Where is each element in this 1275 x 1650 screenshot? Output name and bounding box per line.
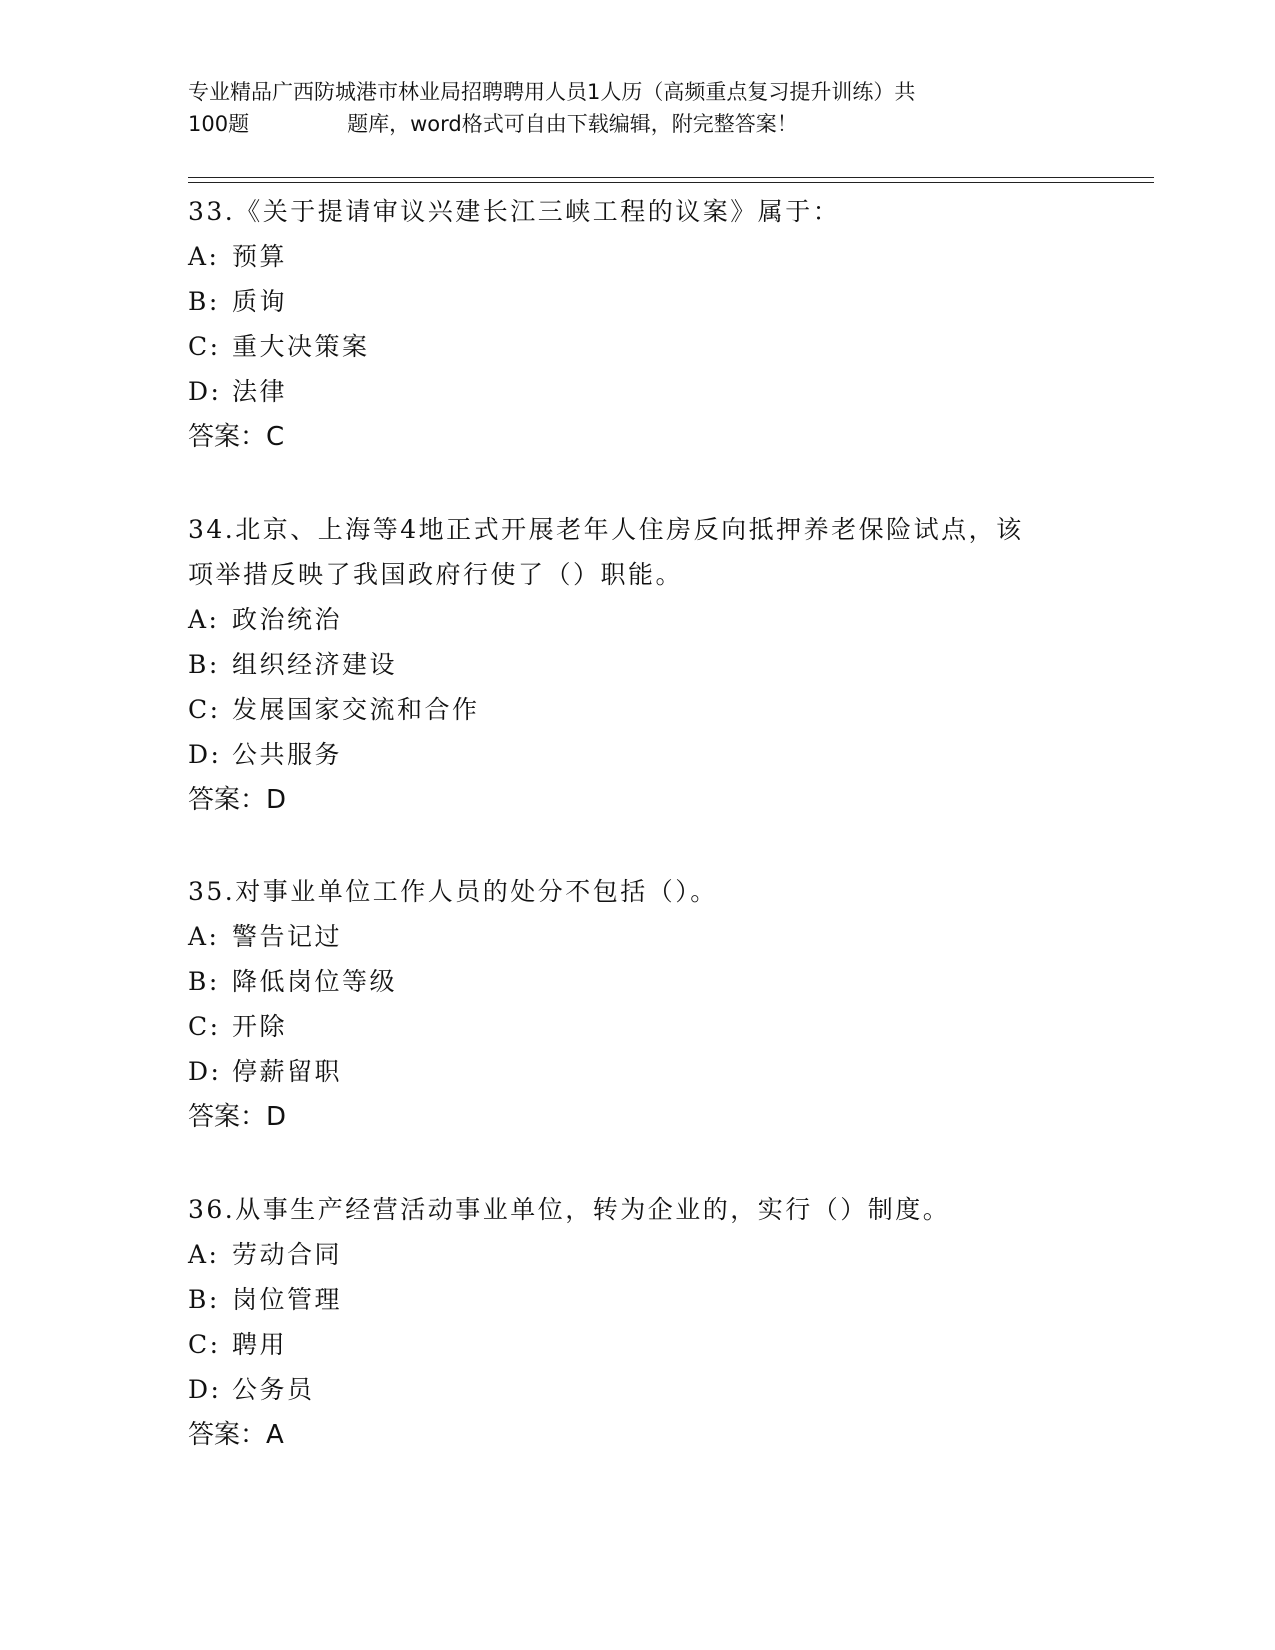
option-letter: B: [188,967,220,996]
question-block [188,1187,1088,1458]
option-b [188,279,1088,324]
option-text: 降低岗位等级 [232,967,398,996]
question-stem: 36.从事生产经营活动事业单位，转为企业的，实行（）制度。 [188,1195,951,1224]
question-stem: 35.对事业单位工作人员的处分不包括（）。 [188,877,718,906]
document-header [188,76,1068,140]
option-letter: D: [188,740,222,769]
option-text: 岗位管理 [232,1285,343,1314]
header-title-line-1: 专业精品广西防城港市林业局招聘聘用人员1人历（高频重点复习提升训练）共 [188,80,916,104]
option-d [188,1367,1088,1412]
option-text: 警告记过 [232,922,343,951]
option-c [188,324,1088,369]
option-c [188,1322,1088,1367]
option-text: 重大决策案 [232,332,370,361]
option-c [188,687,1088,732]
option-letter: A: [188,242,220,271]
option-letter: C: [188,1330,221,1359]
option-d [188,369,1088,414]
option-text: 质询 [232,287,288,316]
header-divider-top [188,177,1154,178]
option-a [188,1232,1088,1277]
answer-line: 答案：A [188,1420,284,1450]
option-letter: B: [188,287,220,316]
option-text: 预算 [232,242,288,271]
option-letter: A: [188,922,220,951]
option-text: 开除 [232,1012,288,1041]
header-question-count: 100题 [188,112,250,136]
question-stem: 34.北京、上海等4地正式开展老年人住房反向抵押养老保险试点，该项举措反映了我国政府行使了（）职能。 [188,515,1024,589]
option-text: 公共服务 [232,740,343,769]
option-c [188,1004,1088,1049]
option-text: 聘用 [232,1330,288,1359]
option-d [188,1049,1088,1094]
answer-line: 答案：C [188,422,285,452]
option-b [188,1277,1088,1322]
option-letter: D: [188,1375,222,1404]
answer-line: 答案：D [188,1102,287,1132]
option-b [188,642,1088,687]
question-stem: 33.《关于提请审议兴建长江三峡工程的议案》属于： [188,197,841,226]
option-text: 发展国家交流和合作 [232,695,480,724]
answer-line: 答案：D [188,785,287,815]
option-text: 停薪留职 [232,1057,343,1086]
question-block [188,507,1088,823]
question-block [188,869,1088,1140]
option-letter: A: [188,1240,220,1269]
option-a [188,914,1088,959]
option-a [188,234,1088,279]
question-block [188,189,1088,460]
option-text: 政治统治 [232,605,343,634]
option-d [188,732,1088,777]
option-text: 劳动合同 [232,1240,343,1269]
option-text: 组织经济建设 [232,650,398,679]
option-letter: C: [188,695,221,724]
header-divider-bottom [188,182,1154,183]
header-title-line-2 [188,108,1068,140]
option-b [188,959,1088,1004]
option-letter: D: [188,1057,222,1086]
option-a [188,597,1088,642]
option-letter: B: [188,1285,220,1314]
option-letter: D: [188,377,222,406]
option-letter: C: [188,1012,221,1041]
option-text: 法律 [232,377,288,406]
option-letter: C: [188,332,221,361]
option-text: 公务员 [232,1375,315,1404]
option-letter: B: [188,650,220,679]
header-description: 题库，word格式可自由下载编辑，附完整答案！ [347,112,798,136]
option-letter: A: [188,605,220,634]
